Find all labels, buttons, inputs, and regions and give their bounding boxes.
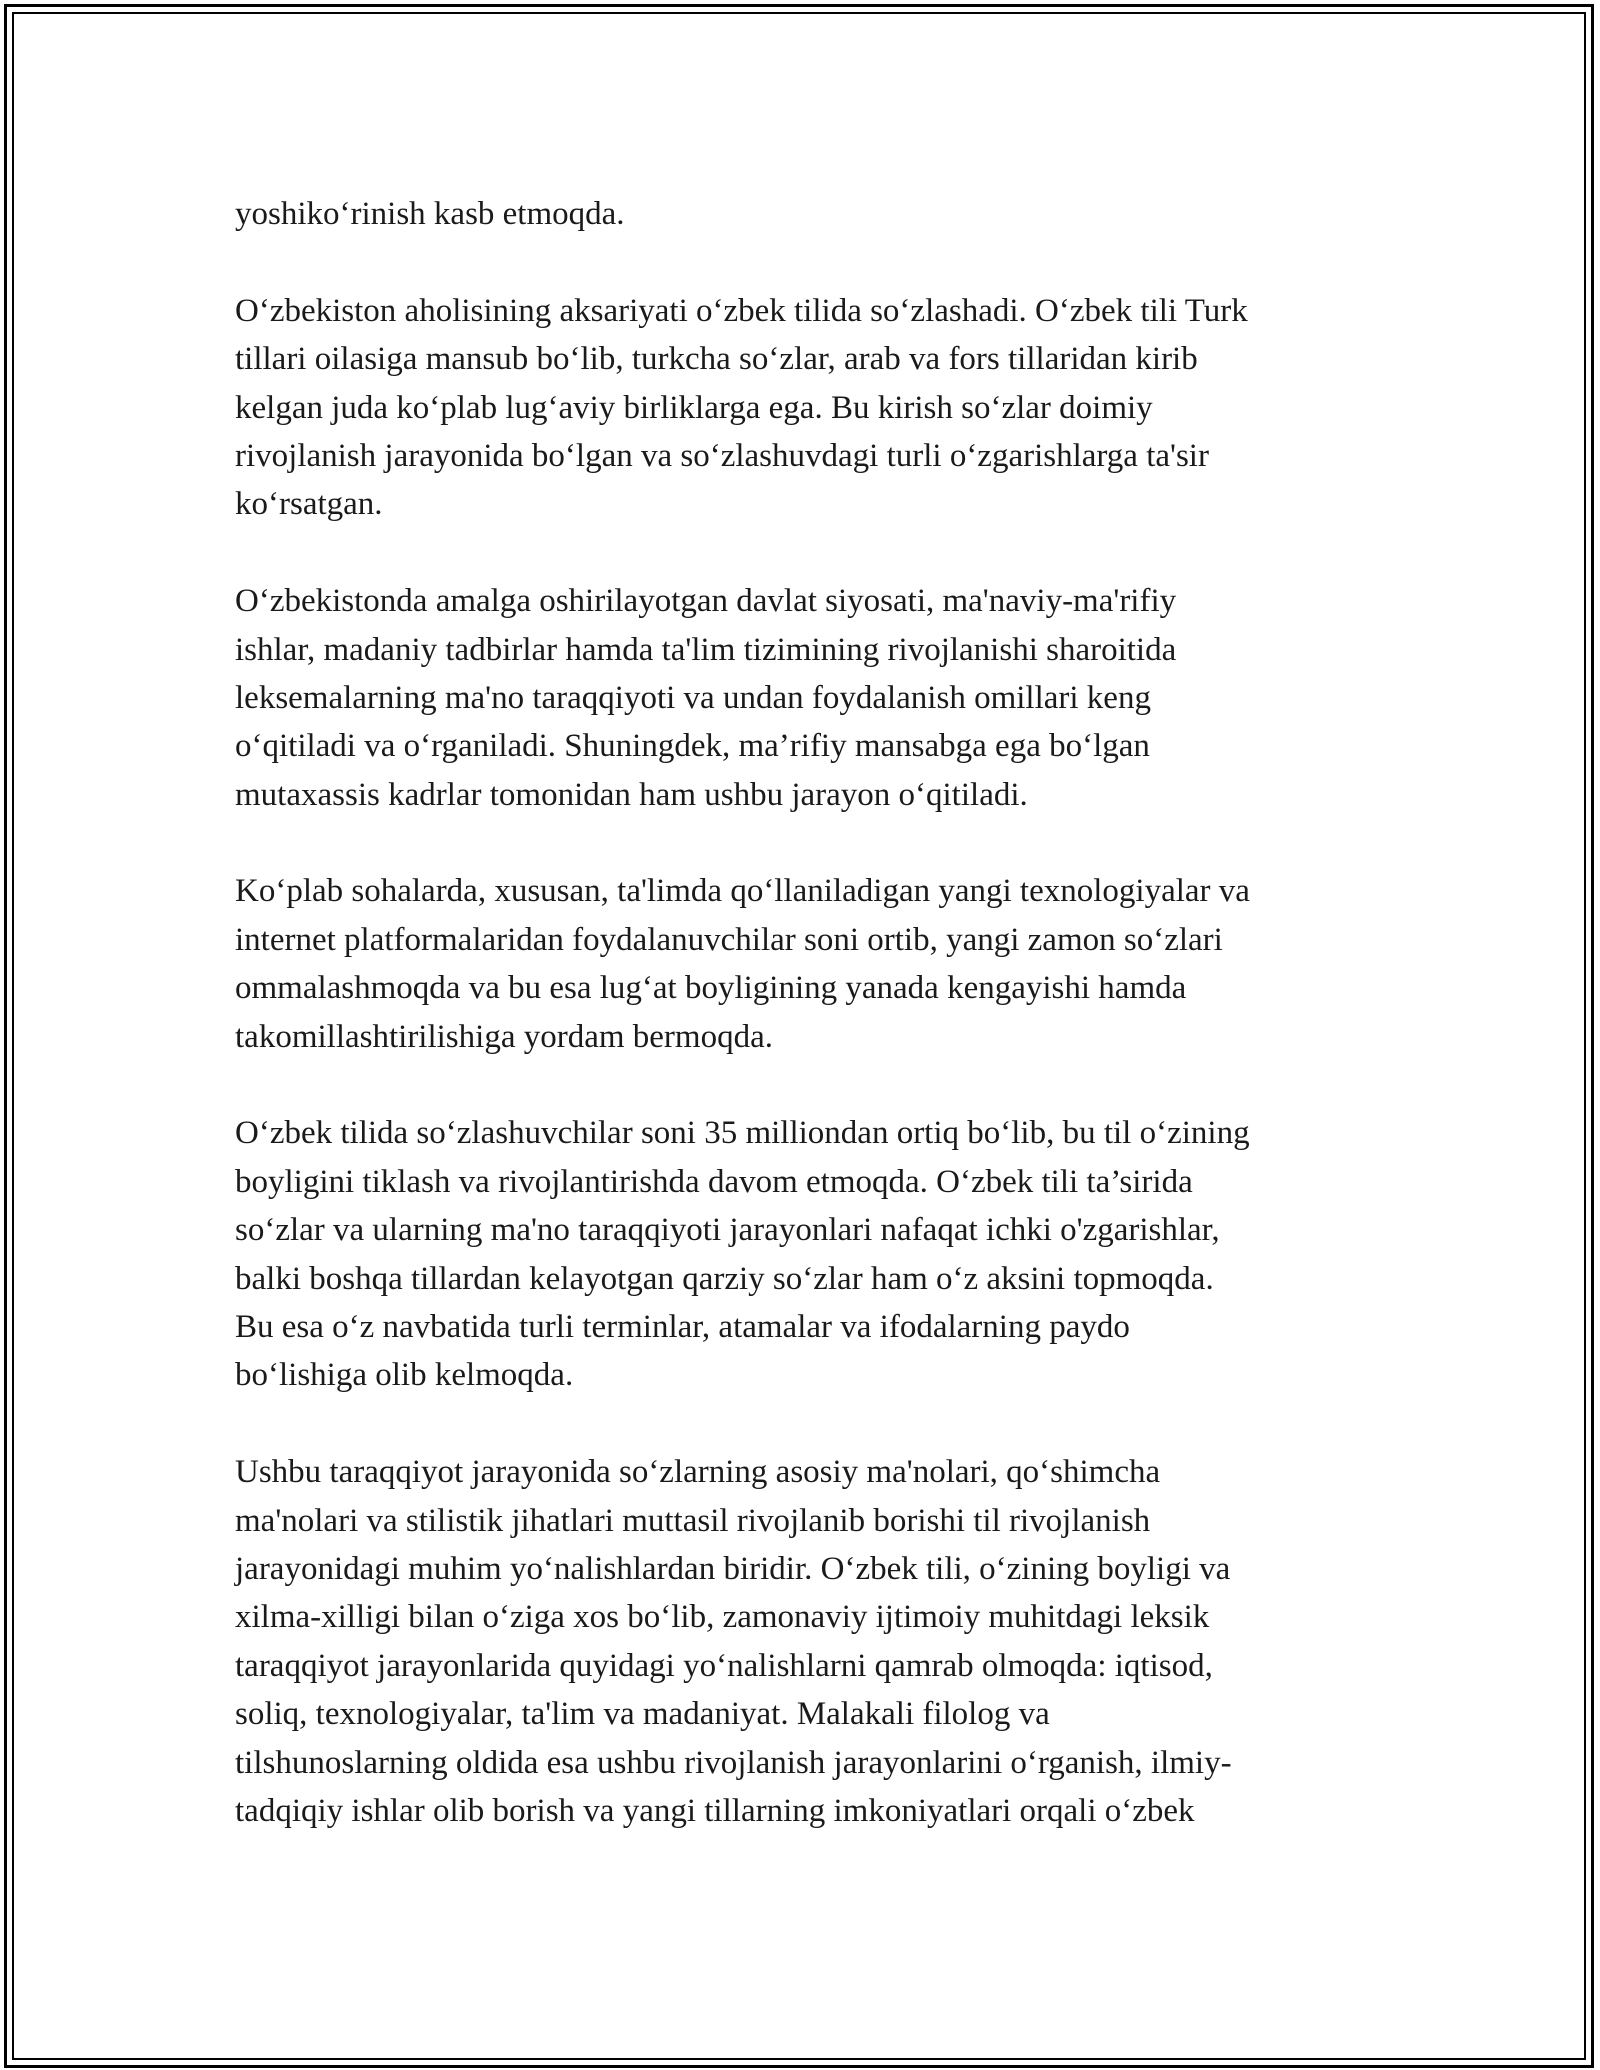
- text-line: Ko‘plab sohalarda, xususan, ta'limda qo‘llaniladigan yangi texnologiyalar va: [235, 873, 1250, 910]
- document-body: [235, 190, 1375, 1884]
- text-line: leksemalarning ma'no taraqqiyoti va undan foydalanish omillari keng: [235, 679, 1151, 716]
- text-line: ishlar, madaniy tadbirlar hamda ta'lim tizimining rivojlanishi sharoitida: [235, 631, 1177, 668]
- text-line: internet platformalaridan foydalanuvchilar soni ortib, yangi zamon so‘zlari: [235, 921, 1223, 958]
- text-line: tadqiqiy ishlar olib borish va yangi tillarning imkoniyatlari orqali o‘zbek: [235, 1792, 1195, 1829]
- text-line: bo‘lishiga olib kelmoqda.: [235, 1357, 574, 1394]
- text-line: Bu esa o‘z navbatida turli terminlar, atamalar va ifodalarning paydo: [235, 1308, 1130, 1345]
- text-line: soliq, texnologiyalar, ta'lim va madaniyat. Malakali filolog va: [235, 1696, 1050, 1733]
- text-line: kelgan juda ko‘plab lug‘aviy birliklarga ega. Bu kirish so‘zlar doimiy: [235, 389, 1153, 426]
- paragraph-2: [235, 287, 1375, 529]
- paragraph-3: [235, 577, 1375, 819]
- text-line: ommalashmoqda va bu esa lug‘at boyligining yanada kengayishi hamda: [235, 970, 1187, 1007]
- text-line: tilshunoslarning oldida esa ushbu rivojlanish jarayonlarini o‘rganish, ilmiy-: [235, 1744, 1232, 1781]
- text-line: xilma-xilligi bilan o‘ziga xos bo‘lib, zamonaviy ijtimoiy muhitdagi leksik: [235, 1599, 1210, 1636]
- text-line: ko‘rsatgan.: [235, 486, 383, 523]
- text-line: yoshiko‘rinish kasb etmoqda.: [235, 196, 625, 232]
- text-line: O‘zbekistonda amalga oshirilayotgan davlat siyosati, ma'naviy-ma'rifiy: [235, 583, 1177, 620]
- text-line: O‘zbek tilida so‘zlashuvchilar soni 35 milliondan ortiq bo‘lib, bu til o‘zining: [235, 1115, 1250, 1152]
- text-line: o‘qitiladi va o‘rganiladi. Shuningdek, ma’rifiy mansabga ega bo‘lgan: [235, 728, 1150, 765]
- paragraph-1: [235, 190, 1375, 238]
- text-line: ma'nolari va stilistik jihatlari muttasil rivojlanib borishi til rivojlanish: [235, 1502, 1151, 1539]
- paragraph-6: [235, 1448, 1375, 1835]
- text-line: jarayonidagi muhim yo‘nalishlardan biridir. O‘zbek tili, o‘zining boyligi va: [235, 1550, 1231, 1587]
- text-line: boyligini tiklash va rivojlantirishda davom etmoqda. O‘zbek tili ta’sirida: [235, 1163, 1193, 1200]
- text-line: tillari oilasiga mansub bo‘lib, turkcha so‘zlar, arab va fors tillaridan kirib: [235, 341, 1198, 378]
- text-line: mutaxassis kadrlar tomonidan ham ushbu jarayon o‘qitiladi.: [235, 776, 1028, 813]
- text-line: so‘zlar va ularning ma'no taraqqiyoti jarayonlari nafaqat ichki o'zgarishlar,: [235, 1212, 1220, 1249]
- text-line: balki boshqa tillardan kelayotgan qarziy so‘zlar ham o‘z aksini topmoqda.: [235, 1260, 1214, 1297]
- text-line: takomillashtirilishiga yordam bermoqda.: [235, 1018, 773, 1055]
- paragraph-5: [235, 1109, 1375, 1399]
- text-line: taraqqiyot jarayonlarida quyidagi yo‘nalishlarni qamrab olmoqda: iqtisod,: [235, 1647, 1213, 1684]
- text-line: O‘zbekiston aholisining aksariyati o‘zbek tilida so‘zlashadi. O‘zbek tili Turk: [235, 292, 1248, 329]
- text-line: rivojlanish jarayonida bo‘lgan va so‘zlashuvdagi turli o‘zgarishlarga ta'sir: [235, 437, 1209, 474]
- text-line: Ushbu taraqqiyot jarayonida so‘zlarning asosiy ma'nolari, qo‘shimcha: [235, 1454, 1161, 1491]
- paragraph-4: [235, 867, 1375, 1061]
